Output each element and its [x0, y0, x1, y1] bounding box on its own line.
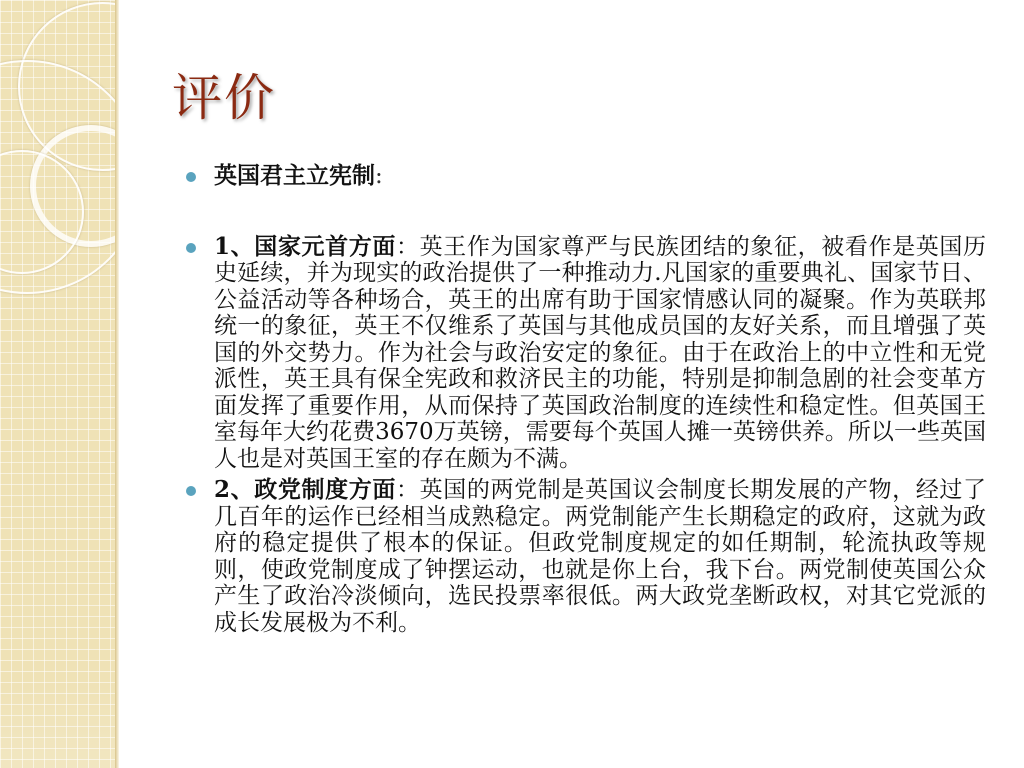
- bullet-dot-icon: [186, 486, 196, 496]
- bullet-heading: 英国君主立宪制: [214, 162, 375, 189]
- bullet-item-monarchy: [186, 163, 986, 190]
- bullet-colon: ：: [396, 233, 420, 260]
- bullet-item-party-system: [186, 477, 986, 636]
- bullet-heading: 2、政党制度方面: [214, 476, 396, 503]
- bullet-item-head-of-state: [186, 234, 986, 473]
- bullet-dot-icon: [186, 172, 196, 182]
- bullet-text: 英国的两党制是英国议会制度长期发展的产物，经过了几百年的运作已经相当成熟稳定。两党制能产生长期稳定的政府，这就为政府的稳定提供了根本的保证。但政党制度规定的如任期制，轮流执政等规则，使政党制度成了钟摆运动，也就是你上台，我下台。两党制使英国公众产生了政治冷淡倾向，选民投票率很低。两大政党垄断政权，对其它党派的成长发展极为不利。: [214, 477, 986, 636]
- bullet-dot-icon: [186, 243, 196, 253]
- decorative-side-strip: [0, 0, 115, 768]
- bullet-colon: ：: [396, 477, 420, 503]
- bullet-heading: 1、国家元首方面: [214, 232, 396, 260]
- strip-edge: [115, 0, 119, 768]
- bullet-text: 英王作为国家尊严与民族团结的象征，被看作是英国历史延续，并为现实的政治提供了一种推动力.凡国家的重要典礼、国家节日、公益活动等各种场合，英王的出席有助于国家情感认同的凝聚。作为英联邦统一的象征，英王不仅维系了英国与其他成员国的友好关系，而且增强了英国的外交势力。作为社会与政治安定的象征。由于在政治上的中立性和无党派性，英王具有保全宪政和救济民主的功能，特别是抑制急剧的社会变革方面发挥了重要作用，从而保持了英国政治制度的连续性和稳定性。但英国王室每年大约花费3670万英镑，需要每个英国人摊一英镑供养。所以一些英国人也是对英国王室的存在颇为不满。: [214, 233, 986, 472]
- strip-fade: [0, 678, 115, 768]
- bullet-colon: :: [375, 163, 383, 189]
- slide-title: 评价: [172, 69, 276, 127]
- bullet-list: [186, 163, 986, 636]
